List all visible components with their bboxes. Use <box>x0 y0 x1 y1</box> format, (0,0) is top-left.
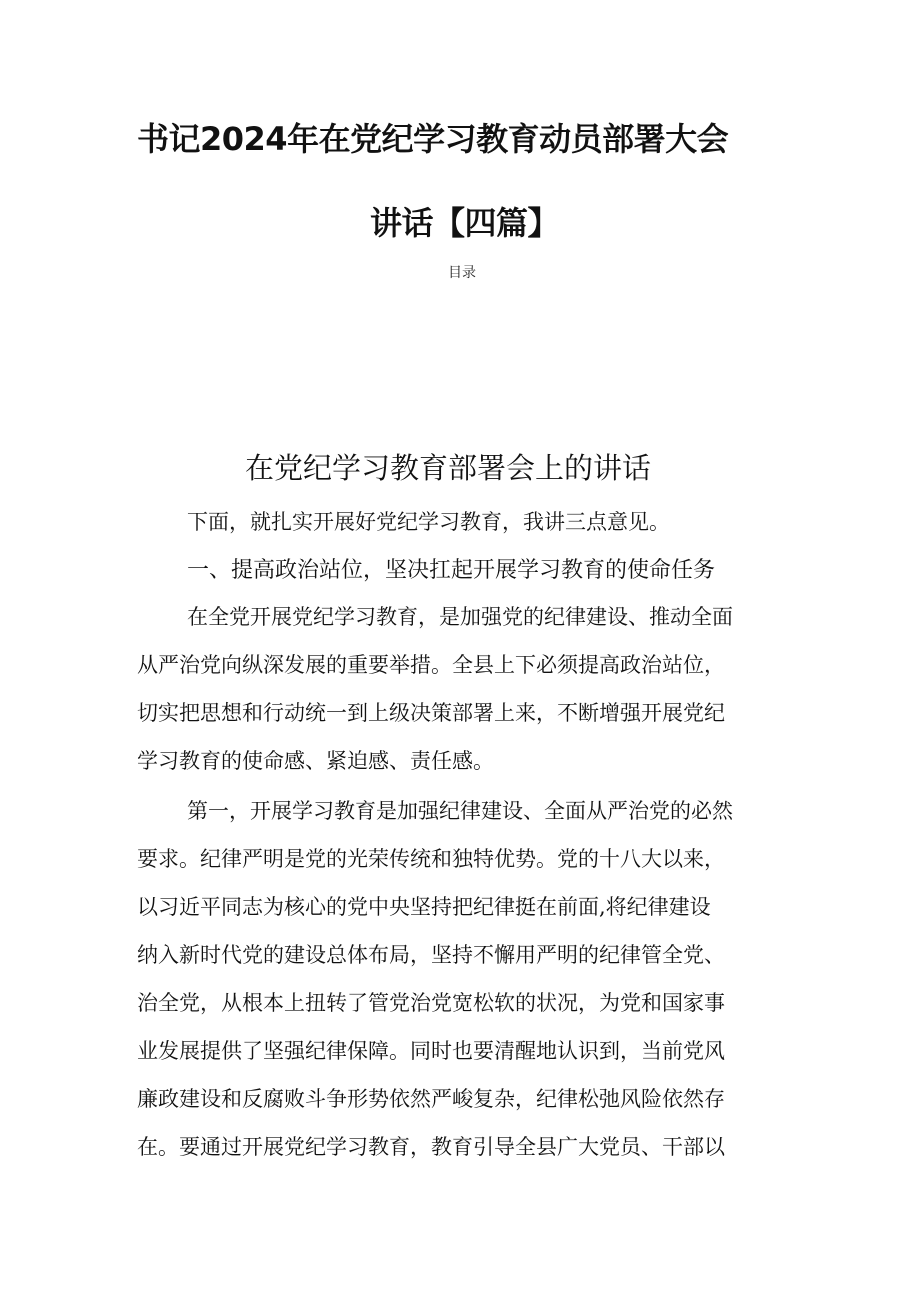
paragraph2-line: 以习近平同志为核心的党中央坚持把纪律挺在前面,将纪律建设 <box>137 895 711 919</box>
intro-paragraph: 下面，就扎实开展好党纪学习教育，我讲三点意见。 <box>187 510 670 534</box>
paragraph2-line: 业发展提供了坚强纪律保障。同时也要清醒地认识到，当前党风 <box>137 1039 725 1063</box>
paragraph1-line: 切实把思想和行动统一到上级决策部署上来，不断增强开展党纪 <box>137 701 725 725</box>
speech-title: 在党纪学习教育部署会上的讲话 <box>245 451 652 485</box>
paragraph2-line: 在。要通过开展党纪学习教育，教育引导全县广大党员、干部以 <box>137 1135 725 1159</box>
paragraph2-line: 第一，开展学习教育是加强纪律建设、全面从严治党的必然 <box>187 799 733 823</box>
toc-label: 目录 <box>448 265 476 281</box>
paragraph2-line: 纳入新时代党的建设总体布局，坚持不懈用严明的纪律管全党、 <box>137 943 725 967</box>
paragraph2-line: 治全党，从根本上扭转了管党治党宽松软的状况，为党和国家事 <box>137 991 725 1015</box>
paragraph2-line: 要求。纪律严明是党的光荣传统和独特优势。党的十八大以来， <box>137 847 725 871</box>
document-title-line1: 书记2024年在党纪学习教育动员部署大会 <box>137 120 729 158</box>
document-title-line2: 讲话【四篇】 <box>370 204 560 242</box>
paragraph1-line: 学习教育的使命感、紧迫感、责任感。 <box>137 749 494 773</box>
paragraph2-line: 廉政建设和反腐败斗争形势依然严峻复杂，纪律松弛风险依然存 <box>137 1087 725 1111</box>
section-heading-1: 一、提高政治站位，坚决扛起开展学习教育的使命任务 <box>187 558 716 583</box>
paragraph1-line: 从严治党向纵深发展的重要举措。全县上下必须提高政治站位， <box>137 653 725 677</box>
paragraph1-line: 在全党开展党纪学习教育，是加强党的纪律建设、推动全面 <box>187 605 733 629</box>
